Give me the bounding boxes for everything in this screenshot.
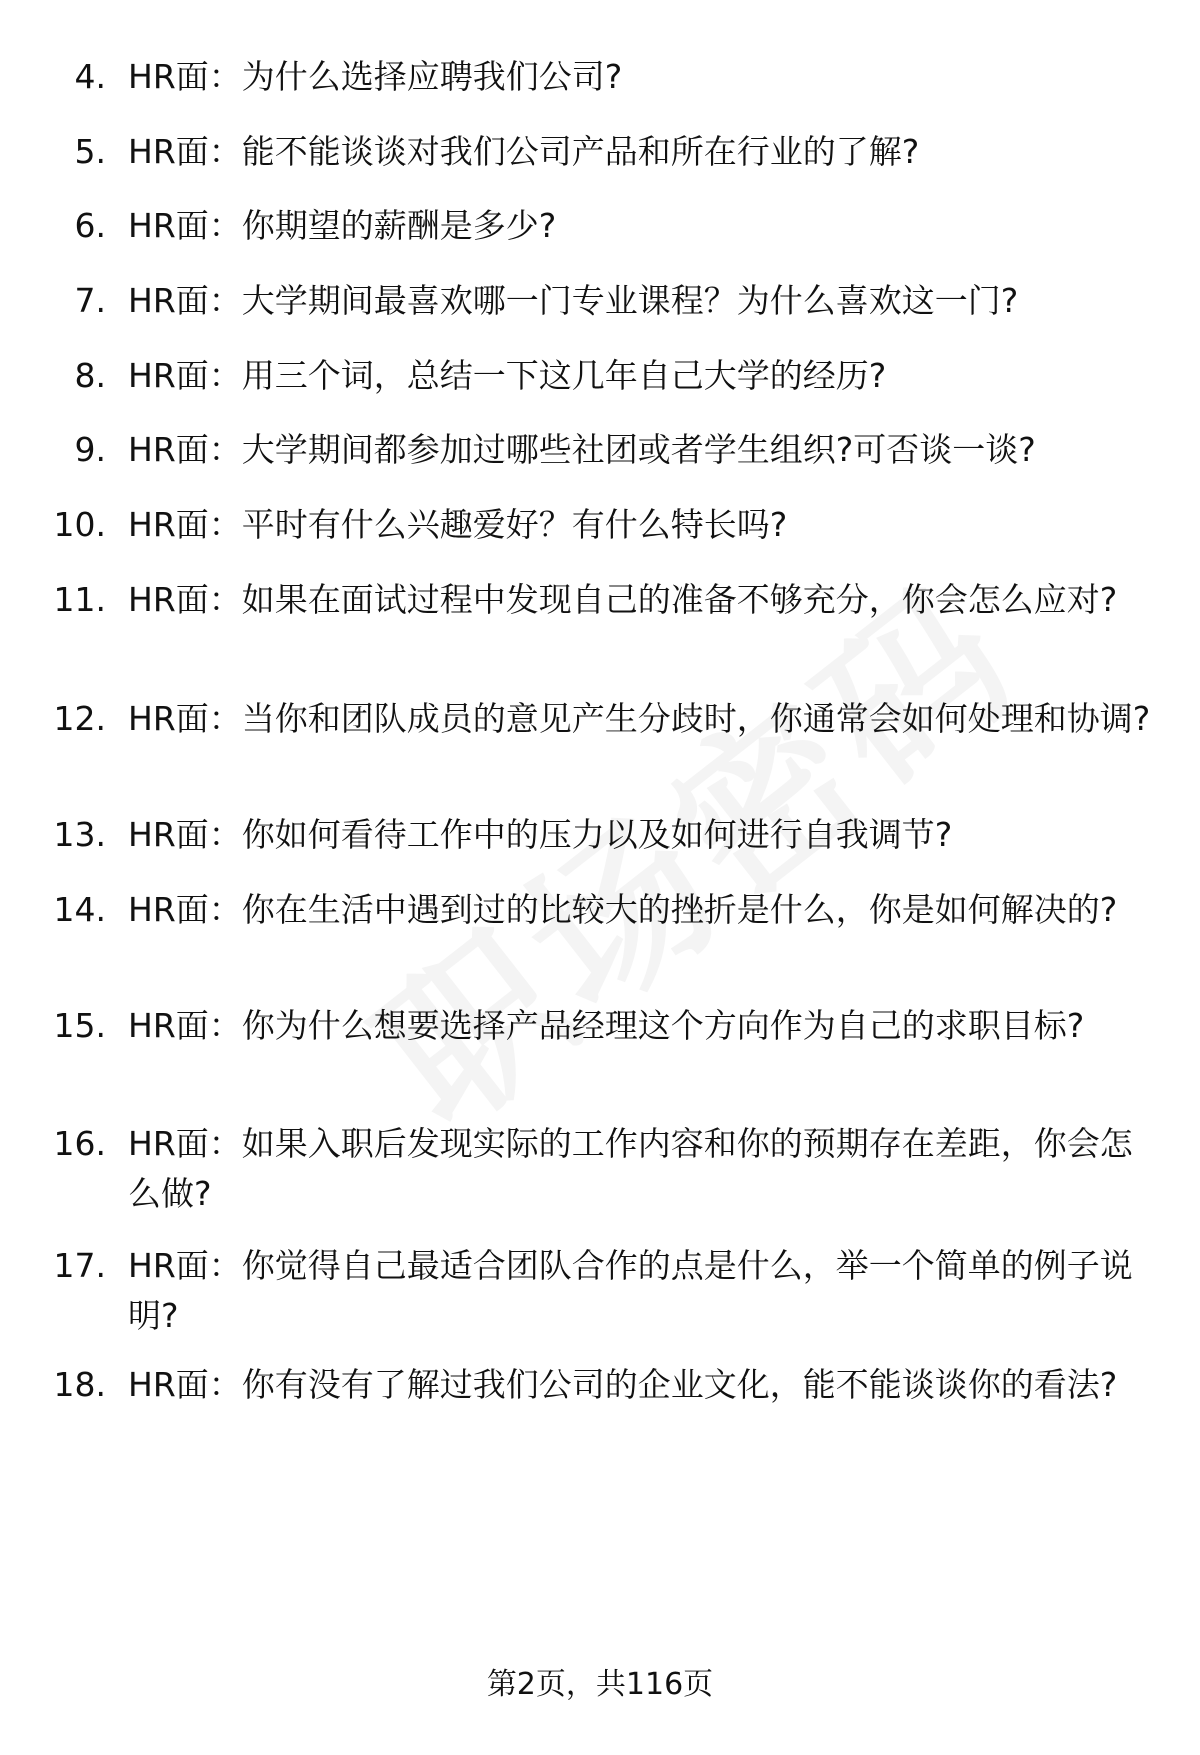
question-text: HR面：大学期间都参加过哪些社团或者学生组织?可否谈一谈?: [128, 430, 1036, 469]
question-number: 15.: [53, 1006, 106, 1045]
question-number: 9.: [74, 430, 106, 469]
question-text: HR面：你在生活中遇到过的比较大的挫折是什么，你是如何解决的?: [128, 890, 1118, 929]
question-text: HR面：大学期间最喜欢哪一门专业课程？为什么喜欢这一门?: [128, 281, 1019, 320]
question-number: 14.: [53, 890, 106, 929]
question-text: HR面：你期望的薪酬是多少?: [128, 206, 557, 245]
question-number: 18.: [53, 1365, 106, 1404]
question-text: HR面：如果入职后发现实际的工作内容和你的预期存在差距，你会怎么做?: [128, 1124, 1133, 1213]
question-number: 12.: [53, 699, 106, 738]
question-text: HR面：你觉得自己最适合团队合作的点是什么，举一个简单的例子说明?: [128, 1246, 1133, 1335]
page-footer: 第2页，共116页: [486, 1667, 714, 1702]
question-text: HR面：你为什么想要选择产品经理这个方向作为自己的求职目标?: [128, 1006, 1085, 1045]
question-number: 13.: [53, 815, 106, 854]
question-text: HR面：你如何看待工作中的压力以及如何进行自我调节?: [128, 815, 953, 854]
question-number: 5.: [74, 132, 106, 171]
question-text: HR面：为什么选择应聘我们公司?: [128, 57, 623, 96]
question-number: 4.: [74, 57, 106, 96]
question-text: HR面：如果在面试过程中发现自己的准备不够充分，你会怎么应对?: [128, 580, 1118, 619]
question-text: HR面：平时有什么兴趣爱好？有什么特长吗?: [128, 505, 788, 544]
question-number: 11.: [53, 580, 106, 619]
question-text: HR面：用三个词，总结一下这几年自己大学的经历?: [128, 356, 887, 395]
question-number: 16.: [53, 1124, 106, 1163]
question-number: 17.: [53, 1246, 106, 1285]
question-number: 7.: [74, 281, 106, 320]
question-number: 8.: [74, 356, 106, 395]
question-number: 6.: [74, 206, 106, 245]
question-text: HR面：当你和团队成员的意见产生分歧时，你通常会如何处理和协调?: [128, 699, 1151, 738]
question-text: HR面：你有没有了解过我们公司的企业文化，能不能谈谈你的看法?: [128, 1365, 1118, 1404]
question-text: HR面：能不能谈谈对我们公司产品和所在行业的了解?: [128, 132, 920, 171]
question-number: 10.: [53, 505, 106, 544]
